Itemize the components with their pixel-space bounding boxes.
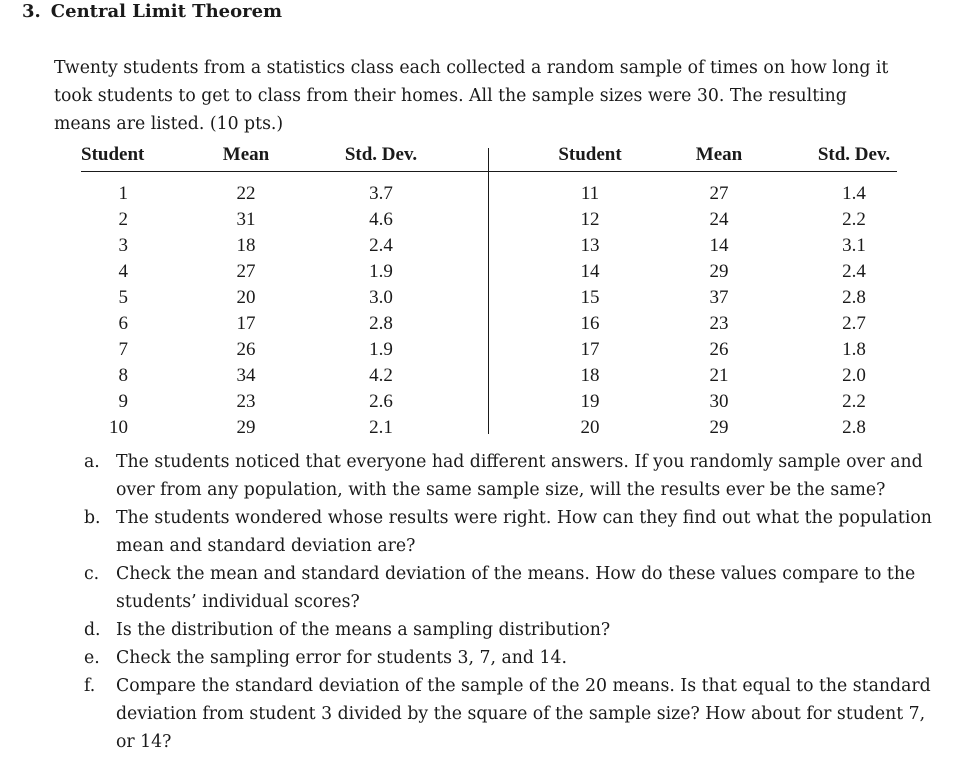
question-text: The students noticed that everyone had different answers. If you randomly sample over and over from any population, with the same sample size, will the results ever be the same?	[116, 452, 923, 500]
table-cell: 2.8	[842, 287, 866, 308]
table-cell: 4.6	[369, 209, 393, 230]
problem-heading	[22, 0, 282, 24]
header-student-right: Student	[558, 144, 622, 165]
question-text: The students wondered whose results were right. How can they find out what the population mean and standard deviation are?	[116, 508, 932, 556]
table-cell: 21	[709, 365, 729, 386]
table-cell: 2.2	[842, 391, 866, 412]
problem-number: 3.	[22, 1, 41, 22]
table-cell: 11	[580, 183, 600, 204]
column-student-left	[90, 181, 128, 441]
question-label: b.	[84, 508, 101, 528]
column-std-left	[351, 181, 411, 441]
table-cell: 3	[118, 235, 128, 256]
question-e	[84, 644, 944, 672]
table-cell: 2.8	[842, 417, 866, 438]
table-cell: 2.0	[842, 365, 866, 386]
question-label: a.	[84, 452, 100, 472]
table-cell: 22	[236, 183, 256, 204]
table-cell: 29	[236, 417, 256, 438]
table-header-rule	[81, 171, 897, 172]
table-cell: 14	[580, 261, 600, 282]
problem-title: Central Limit Theorem	[50, 1, 283, 22]
header-std-right: Std. Dev.	[817, 144, 891, 165]
table-cell: 16	[580, 313, 600, 334]
table-cell: 6	[118, 313, 128, 334]
table-cell: 14	[709, 235, 729, 256]
table-cell: 29	[709, 417, 729, 438]
question-list	[84, 448, 944, 756]
table-cell: 2.2	[842, 209, 866, 230]
header-mean-right: Mean	[695, 144, 743, 165]
table-cell: 27	[709, 183, 729, 204]
table-cell: 1.4	[842, 183, 866, 204]
question-a	[84, 448, 944, 504]
column-std-right	[824, 181, 884, 441]
table-cell: 2	[118, 209, 128, 230]
table-cell: 13	[580, 235, 600, 256]
table-cell: 27	[236, 261, 256, 282]
table-cell: 3.1	[842, 235, 866, 256]
question-text: Check the mean and standard deviation of the means. How do these values compare to the students’ individual scores?	[116, 564, 916, 612]
header-student-left: Student	[81, 144, 145, 165]
table-cell: 23	[709, 313, 729, 334]
question-label: c.	[84, 564, 100, 584]
table-cell: 8	[118, 365, 128, 386]
table-cell: 31	[236, 209, 256, 230]
question-label: e.	[84, 648, 100, 668]
question-label: f.	[84, 676, 96, 696]
table-cell: 18	[580, 365, 600, 386]
table-cell: 26	[709, 339, 729, 360]
table-cell: 19	[580, 391, 600, 412]
table-cell: 4.2	[369, 365, 393, 386]
column-mean-right	[689, 181, 749, 441]
question-text: Compare the standard deviation of the sample of the 20 means. Is that equal to the standard deviation from student 3 divided by the square of the sample size? How about for student 7, or 14?	[116, 676, 931, 752]
table-cell: 15	[580, 287, 600, 308]
table-cell: 2.8	[369, 313, 393, 334]
table-cell: 1.9	[369, 339, 393, 360]
question-b	[84, 504, 944, 560]
table-cell: 30	[709, 391, 729, 412]
table-cell: 2.4	[842, 261, 866, 282]
table-cell: 9	[118, 391, 128, 412]
table-cell: 1.8	[842, 339, 866, 360]
table-cell: 17	[236, 313, 256, 334]
table-cell: 2.1	[369, 417, 393, 438]
table-cell: 26	[236, 339, 256, 360]
problem-intro: Twenty students from a statistics class each collected a random sample of times on how long it took students to get to class from their homes. All the sample sizes were 30. The resulting means are listed. (10 pts.)	[54, 58, 889, 134]
table-cell: 5	[118, 287, 128, 308]
table-cell: 18	[236, 235, 256, 256]
table-cell: 10	[109, 417, 128, 438]
question-c	[84, 560, 944, 616]
table-cell: 3.0	[369, 287, 393, 308]
table-cell: 24	[709, 209, 729, 230]
table-cell: 29	[709, 261, 729, 282]
table-cell: 7	[118, 339, 128, 360]
table-cell: 20	[580, 417, 600, 438]
header-std-left: Std. Dev.	[344, 144, 418, 165]
question-label: d.	[84, 620, 101, 640]
question-text: Is the distribution of the means a sampling distribution?	[116, 620, 611, 640]
question-f	[84, 672, 944, 756]
header-mean-left: Mean	[222, 144, 270, 165]
table-cell: 1.9	[369, 261, 393, 282]
table-cell: 20	[236, 287, 256, 308]
table-cell: 12	[580, 209, 600, 230]
table-cell: 34	[236, 365, 256, 386]
table-cell: 2.6	[369, 391, 393, 412]
table-cell: 23	[236, 391, 256, 412]
question-d	[84, 616, 944, 644]
table-cell: 4	[118, 261, 128, 282]
table-cell: 2.4	[369, 235, 393, 256]
table-cell: 37	[709, 287, 729, 308]
column-student-right	[560, 181, 620, 441]
table-cell: 2.7	[842, 313, 866, 334]
table-cell: 17	[580, 339, 600, 360]
question-text: Check the sampling error for students 3, 7, and 14.	[116, 648, 567, 668]
table-cell: 3.7	[369, 183, 393, 204]
table-divider	[488, 148, 489, 434]
table-cell: 1	[118, 183, 128, 204]
column-mean-left	[216, 181, 276, 441]
